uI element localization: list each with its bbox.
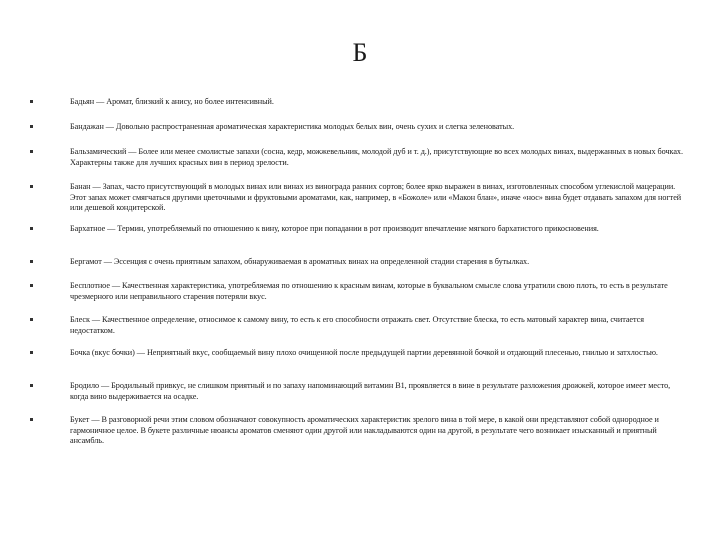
list-item	[70, 415, 690, 447]
bullet-icon	[30, 260, 33, 263]
list-item	[70, 122, 690, 133]
bullet-icon	[30, 227, 33, 230]
bullet-icon	[30, 185, 33, 188]
bullet-icon	[30, 418, 33, 421]
list-item	[70, 97, 690, 108]
list-item	[70, 381, 690, 402]
bullet-icon	[30, 284, 33, 287]
page-title: Б	[352, 38, 368, 67]
bullet-icon	[30, 100, 33, 103]
list-item	[70, 348, 690, 359]
list-item	[70, 182, 690, 214]
list-item	[70, 315, 690, 336]
entry-text: Бергамот — Эссенция с очень приятным запахом, обнаруживаемая в ароматных винах на определенной стадии старения в бутылках.	[70, 257, 530, 266]
entry-text: Бандажан — Довольно распространенная ароматическая характеристика молодых белых вин, очень сухих и слегка зеленоватых.	[70, 122, 515, 131]
bullet-icon	[30, 318, 33, 321]
entry-text: Букет — В разговорной речи этим словом обозначают совокупность ароматических характеристик зрелого вина в той мере, в какой они представляют собой однородное и гармоничное целое. В букете различные нюансы ароматов сменяют один другой или накладываются один на другой, в результате чего возникает изысканный и приятный ансамбль.	[70, 415, 659, 445]
list-item	[70, 147, 690, 168]
list-item	[70, 257, 690, 268]
bullet-icon	[30, 125, 33, 128]
bullet-icon	[30, 351, 33, 354]
entry-text: Бадьян — Аромат, близкий к анису, но более интенсивный.	[70, 97, 274, 106]
entry-text: Блеск — Качественное определение, относимое к самому вину, то есть к его способности отражать свет. Отсутствие блеска, то есть матовый характер вина, считается недостатком.	[70, 315, 644, 335]
bullet-icon	[30, 150, 33, 153]
entry-text: Бродило — Бродильный привкус, не слишком приятный и по запаху напоминающий витамин В1, проявляется в вине в результате разложения дрожжей, которое имеет место, когда вино выдерживается на осадке.	[70, 381, 671, 401]
entry-text: Бархатное — Термин, употребляемый по отношению к вину, которое при попадании в рот производит впечатление мягкого бархатистого прикосновения.	[70, 224, 599, 233]
list-item	[70, 281, 690, 302]
bullet-icon	[30, 384, 33, 387]
list-item	[70, 224, 690, 235]
entry-text: Бальзамический — Более или менее смолистые запахи (сосна, кедр, можжевельник, молодой дуб и т. д.), присутствующие во всех молодых винах, выдержанных в новых бочках. Характерны также для лучших красных вин в период зрелости.	[70, 147, 683, 167]
entry-text: Бесплотное — Качественная характеристика, употребляемая по отношению к красным винам, которые в буквальном смысле слова утратили свою плоть, то есть в результате чрезмерного или неправильного старения потеряли вкус.	[70, 281, 668, 301]
entry-text: Банан — Запах, часто присутствующий в молодых винах или винах из винограда ранних сортов; более ярко выражен в винах, изготовленных способом углекислой мацерации. Этот запах может смягчаться другими цветочными и фруктовыми ароматами, как, например, в «Божоле» или «Макон блан», иначе «нос» вина будет отдавать запахом для ногтей или дешевой кондитерской.	[70, 182, 682, 212]
entry-text: Бочка (вкус бочки) — Неприятный вкус, сообщаемый вину плохо очищенной после предыдущей партии деревянной бочкой и отдающий плесенью, гнилью и затхлостью.	[70, 348, 658, 357]
